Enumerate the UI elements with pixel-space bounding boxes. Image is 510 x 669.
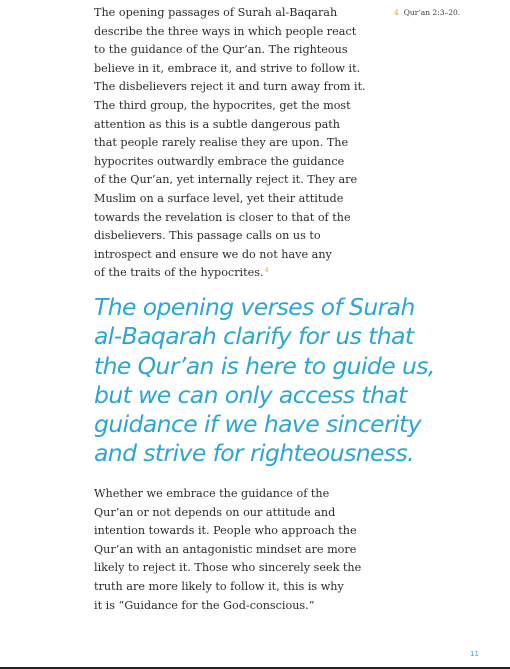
pull-quote-line: al-Baqarah clarify for us that	[94, 322, 414, 351]
footnote-marker[interactable]: 4	[264, 265, 269, 274]
body-paragraph-2	[94, 485, 374, 615]
paragraph-line: intention towards it. People who approach the	[94, 524, 357, 538]
paragraph-line: towards the revelation is closer to that of the	[94, 210, 351, 224]
pull-quote-line: the Qur’an is here to guide us,	[94, 351, 435, 380]
paragraph-line: attention as this is a subtle dangerous path	[94, 117, 340, 131]
sidenote-text: Qur’an 2:3–20.	[403, 8, 461, 17]
pull-quote-line: but we can only access that	[94, 380, 407, 409]
paragraph-line: believe in it, embrace it, and strive to follow it.	[94, 61, 361, 75]
paragraph-line: that people rarely realise they are upon. The	[94, 136, 349, 150]
paragraph-line: hypocrites outwardly embrace the guidance	[94, 154, 345, 168]
paragraph-line: introspect and ensure we do not have any	[94, 247, 332, 261]
paragraph-line: The disbelievers reject it and turn away from it.	[94, 80, 366, 94]
paragraph-line-text: of the traits of the hypocrites.	[94, 266, 264, 280]
paragraph-line: of the Qur’an, yet internally reject it. They are	[94, 173, 358, 187]
paragraph-line: Whether we embrace the guidance of the	[94, 487, 330, 500]
paragraph-line: describe the three ways in which people react	[94, 24, 357, 38]
pull-quote	[94, 293, 435, 469]
paragraph-line: it is “Guidance for the God-conscious.”	[94, 598, 315, 612]
sidenote-number: 4	[394, 8, 399, 17]
pull-quote-line: and strive for righteousness.	[94, 439, 415, 468]
pull-quote-line: The opening verses of Surah	[94, 293, 415, 321]
paragraph-line: The opening passages of Surah al-Baqarah	[94, 6, 338, 19]
paragraph-line-last	[94, 264, 374, 283]
paragraph-line: to the guidance of the Qur’an. The righteous	[94, 43, 348, 57]
body-paragraph-1	[94, 4, 374, 283]
paragraph-line: Muslim on a surface level, yet their attitude	[94, 191, 344, 205]
paragraph-line: disbelievers. This passage calls on us to	[94, 229, 321, 243]
sidenote	[394, 8, 460, 17]
paragraph-line: truth are more likely to follow it, this is why	[94, 579, 344, 593]
paragraph-line: The third group, the hypocrites, get the most	[94, 98, 351, 112]
paragraph-line: likely to reject it. Those who sincerely seek the	[94, 561, 362, 575]
page-number: 11	[470, 650, 479, 658]
paragraph-line: Qur’an with an antagonistic mindset are more	[94, 542, 357, 556]
paragraph-line: Qur’an or not depends on our attitude and	[94, 505, 336, 519]
pull-quote-line: guidance if we have sincerity	[94, 410, 421, 439]
